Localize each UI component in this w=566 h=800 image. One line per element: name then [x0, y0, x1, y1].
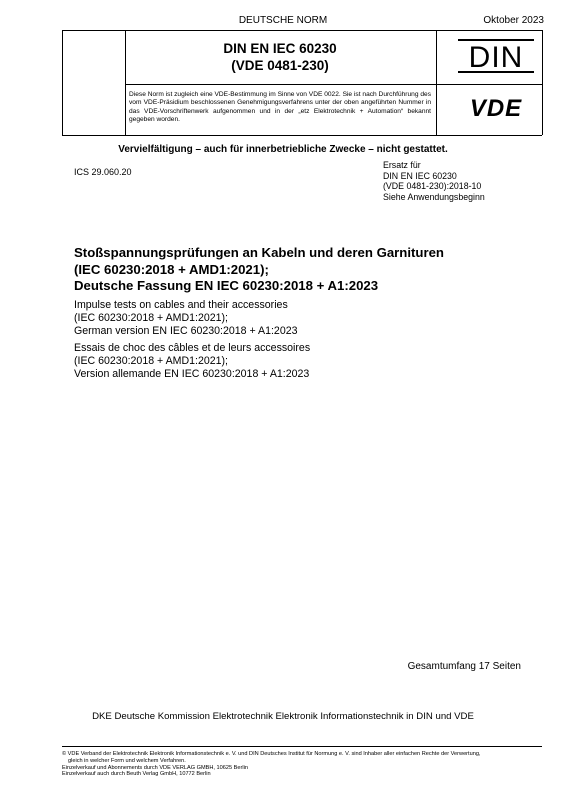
- din-logo: [456, 37, 536, 75]
- title-english: [74, 299, 534, 337]
- footer-rule: [62, 746, 542, 747]
- replacement-line-1: Ersatz für: [383, 160, 421, 170]
- title-french-line-2: (IEC 60230:2018 + AMD1:2021);: [74, 354, 229, 367]
- title-english-line-3: German version EN IEC 60230:2018 + A1:2023: [74, 324, 298, 337]
- dke-line: DKE Deutsche Kommission Elektrotechnik Elektronik Informationstechnik in DIN und VDE: [92, 711, 474, 722]
- replacement-line-4: Siehe Anwendungsbeginn: [383, 191, 485, 202]
- title-french-line-3: Version allemande EN IEC 60230:2018 + A1:2023: [74, 367, 310, 380]
- title-german: [74, 245, 534, 295]
- title-german-line-2: (IEC 60230:2018 + AMD1:2021);: [74, 261, 269, 277]
- publication-date: Oktober 2023: [483, 15, 544, 26]
- box-divider-right: [436, 30, 437, 135]
- total-pages: Gesamtumfang 17 Seiten: [407, 661, 521, 672]
- vde-note: Diese Norm ist zugleich eine VDE-Bestimmung im Sinne von VDE 0022. Sie ist nach Durchführung des vom VDE-Präsidium beschlossenen Genehmigungsverfahrens unter der oben angeführten Nummer in das VDE-Vorschriftenwerk aufgenommen und in der „etz Elektrotechnik + Automation“ bekannt gegeben worden.: [129, 91, 431, 123]
- title-french-line-1: Essais de choc des câbles et de leurs accessoires: [74, 342, 311, 354]
- box-left-border: [62, 30, 63, 135]
- box-middle-divider: [125, 84, 542, 85]
- footer-line-2: gleich in welcher Form und welchem Verfahren.: [68, 757, 186, 764]
- footer-line-1: © VDE Verband der Elektrotechnik Elektronik Informationstechnik e. V. und DIN Deutsches Institut für Normung e. V. sind Inhaber aller einfachen Rechte der Verwertung,: [62, 751, 481, 757]
- title-french: [74, 342, 534, 380]
- vde-classification: (VDE 0481-230): [231, 58, 329, 73]
- standard-number: DIN EN IEC 60230: [223, 41, 337, 56]
- ics-code: ICS 29.060.20: [74, 167, 132, 177]
- footer-line-3: Einzelverkauf und Abonnements durch VDE VERLAG GMBH, 10625 Berlin: [62, 764, 248, 771]
- norm-label: DEUTSCHE NORM: [238, 15, 328, 26]
- reproduction-notice: Vervielfältigung – auch für innerbetriebliche Zwecke – nicht gestattet.: [118, 144, 448, 155]
- box-right-border: [542, 30, 543, 135]
- title-english-line-2: (IEC 60230:2018 + AMD1:2021);: [74, 311, 229, 324]
- replacement-info: [383, 160, 485, 202]
- vde-logo: [452, 95, 540, 119]
- standard-number-block: [125, 40, 435, 74]
- din-logo-text: DIN: [468, 41, 524, 74]
- replacement-line-3: (VDE 0481-230):2018-10: [383, 181, 482, 191]
- copyright-footer: [62, 751, 552, 778]
- box-bottom-border: [62, 135, 542, 136]
- title-german-line-3: Deutsche Fassung EN IEC 60230:2018 + A1:2023: [74, 278, 379, 293]
- title-german-line-1: Stoßspannungsprüfungen an Kabeln und deren Garnituren: [74, 245, 444, 260]
- replacement-line-2: DIN EN IEC 60230: [383, 170, 457, 181]
- footer-line-4: Einzelverkauf auch durch Beuth Verlag GmbH, 10772 Berlin: [62, 771, 211, 778]
- title-english-line-1: Impulse tests on cables and their accessories: [74, 299, 288, 311]
- vde-logo-text: VDE: [469, 95, 523, 119]
- box-top-border: [62, 30, 542, 31]
